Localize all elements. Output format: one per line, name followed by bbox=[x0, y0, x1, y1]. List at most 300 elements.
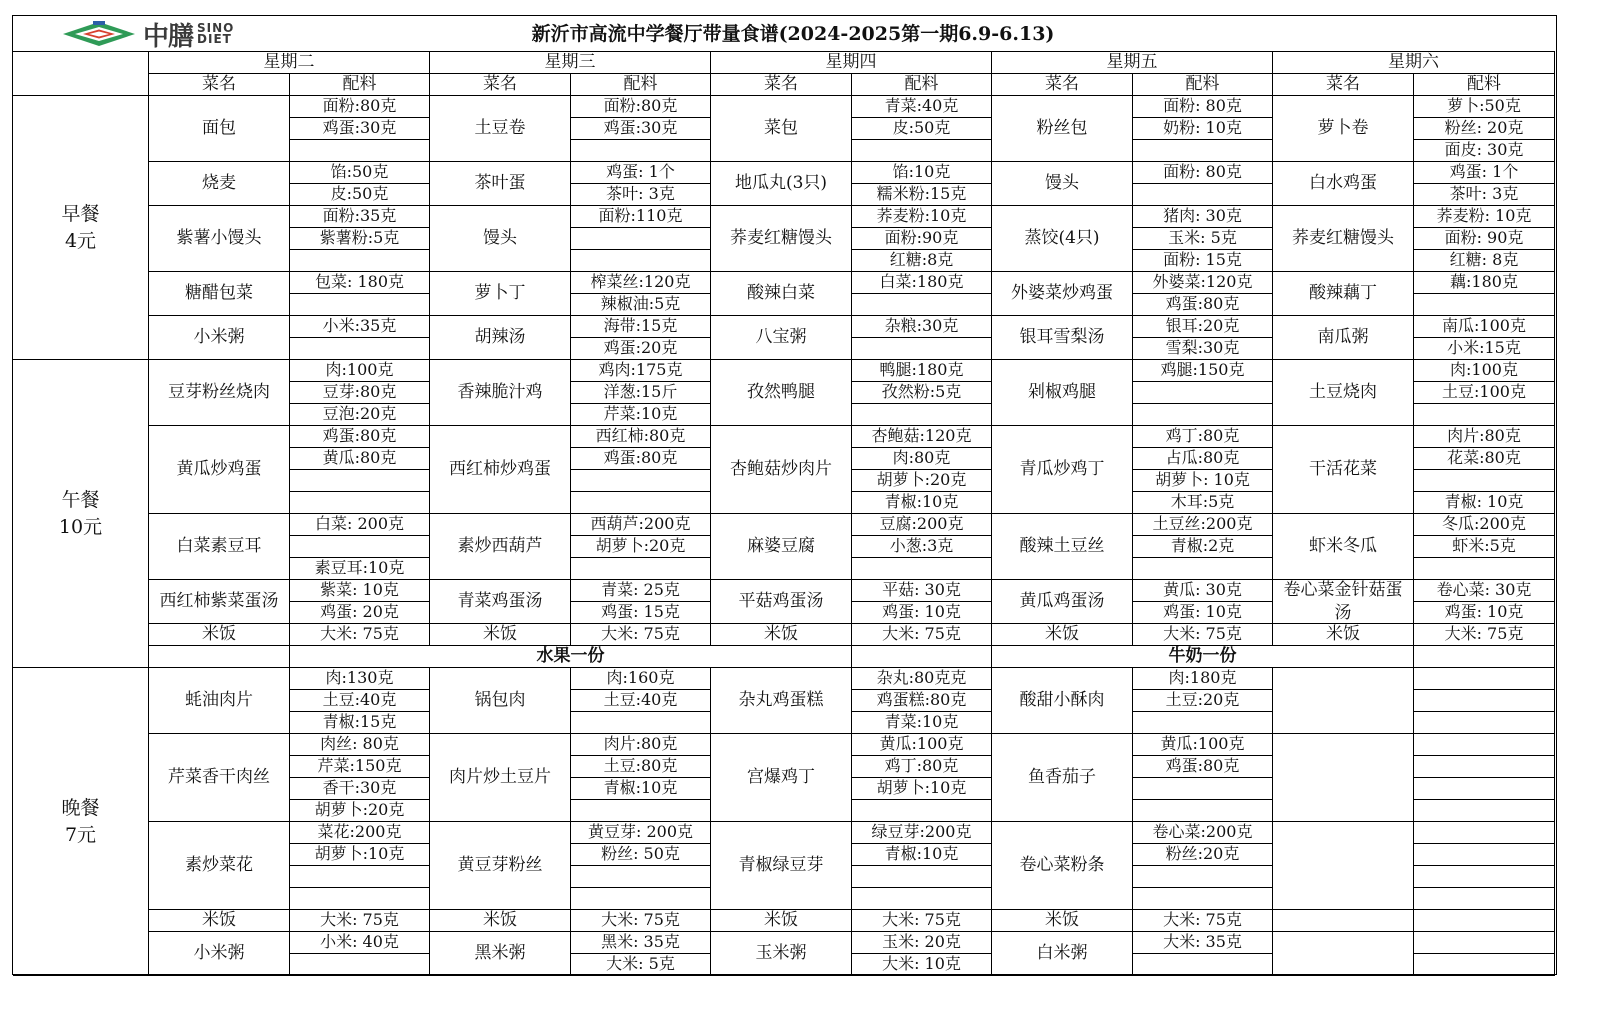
ingredient-cell: 肉:80克 bbox=[852, 448, 992, 470]
lunch-tue-dish: 白菜素豆耳 bbox=[149, 514, 290, 580]
day-header-sat: 星期六 bbox=[1273, 52, 1555, 74]
ingredient-cell: 大米: 75克 bbox=[1133, 624, 1273, 646]
dish-col-header: 菜名 bbox=[149, 74, 290, 96]
ingredient-cell: 平菇: 30克 bbox=[852, 580, 992, 602]
ingredient-cell: 菜花:200克 bbox=[290, 822, 430, 844]
ingredient-cell: 外婆菜:120克 bbox=[1133, 272, 1273, 294]
logo-en-bottom: DIET bbox=[197, 32, 232, 46]
ingredient-cell bbox=[1414, 470, 1555, 492]
breakfast-wed-dish: 萝卜丁 bbox=[430, 272, 571, 316]
ingredient-cell: 大米: 75克 bbox=[571, 624, 711, 646]
dinner-sat-dish bbox=[1273, 932, 1414, 976]
ingredient-cell: 面粉: 90克 bbox=[1414, 228, 1555, 250]
meal-price: 10元 bbox=[58, 515, 103, 538]
meal-price: 4元 bbox=[64, 229, 97, 252]
ingredient-cell: 洋葱:15斤 bbox=[571, 382, 711, 404]
ingredient-col-header: 配料 bbox=[1414, 74, 1555, 96]
ingredient-cell: 西红柿:80克 bbox=[571, 426, 711, 448]
ingredient-cell: 紫菜: 10克 bbox=[290, 580, 430, 602]
ingredient-cell: 虾米:5克 bbox=[1414, 536, 1555, 558]
ingredient-cell: 茶叶: 3克 bbox=[571, 184, 711, 206]
ingredient-cell: 粉丝: 50克 bbox=[571, 844, 711, 866]
ingredient-cell bbox=[571, 250, 711, 272]
ingredient-cell: 皮:50克 bbox=[852, 118, 992, 140]
ingredient-cell bbox=[571, 228, 711, 250]
lunch-sat-dish: 干活花菜 bbox=[1273, 426, 1414, 514]
dinner-tue-dish: 小米粥 bbox=[149, 932, 290, 976]
ingredient-cell: 大米: 10克 bbox=[852, 954, 992, 976]
day-header-thu: 星期四 bbox=[711, 52, 992, 74]
ingredient-cell: 鸡蛋: 20克 bbox=[290, 602, 430, 624]
dinner-thu-dish: 米饭 bbox=[711, 910, 852, 932]
ingredient-cell: 黄瓜:80克 bbox=[290, 448, 430, 470]
breakfast-fri-dish: 馒头 bbox=[992, 162, 1133, 206]
ingredient-cell: 土豆:80克 bbox=[571, 756, 711, 778]
ingredient-cell bbox=[852, 404, 992, 426]
ingredient-cell: 榨菜丝:120克 bbox=[571, 272, 711, 294]
ingredient-cell: 大米: 35克 bbox=[1133, 932, 1273, 954]
ingredient-cell: 粉丝:20克 bbox=[1133, 844, 1273, 866]
ingredient-cell: 小米: 40克 bbox=[290, 932, 430, 954]
dinner-sat-dish bbox=[1273, 910, 1414, 932]
ingredient-cell: 鸡蛋:20克 bbox=[571, 338, 711, 360]
dinner-tue-dish: 米饭 bbox=[149, 910, 290, 932]
ingredient-cell: 鸡腿:150克 bbox=[1133, 360, 1273, 382]
lunch-fri-dish: 米饭 bbox=[992, 624, 1133, 646]
ingredient-cell bbox=[1414, 294, 1555, 316]
ingredient-cell: 面粉:90克 bbox=[852, 228, 992, 250]
ingredient-cell: 青菜:10克 bbox=[852, 712, 992, 734]
breakfast-wed-dish: 胡辣汤 bbox=[430, 316, 571, 360]
breakfast-tue-dish: 小米粥 bbox=[149, 316, 290, 360]
ingredient-col-header: 配料 bbox=[1133, 74, 1273, 96]
ingredient-col-header: 配料 bbox=[852, 74, 992, 96]
ingredient-cell: 大米: 75克 bbox=[852, 910, 992, 932]
ingredient-col-header: 配料 bbox=[290, 74, 430, 96]
ingredient-cell bbox=[1133, 184, 1273, 206]
ingredient-cell bbox=[1133, 778, 1273, 800]
breakfast-fri-dish: 银耳雪梨汤 bbox=[992, 316, 1133, 360]
lunch-thu-dish: 米饭 bbox=[711, 624, 852, 646]
dinner-thu-dish: 玉米粥 bbox=[711, 932, 852, 976]
ingredient-cell: 青椒:10克 bbox=[852, 492, 992, 514]
breakfast-sat-dish: 南瓜粥 bbox=[1273, 316, 1414, 360]
ingredient-cell: 鸡蛋: 1个 bbox=[1414, 162, 1555, 184]
ingredient-cell: 孜然粉:5克 bbox=[852, 382, 992, 404]
ingredient-cell: 小葱:3克 bbox=[852, 536, 992, 558]
ingredient-cell bbox=[1414, 668, 1555, 690]
ingredient-cell: 糯米粉:15克 bbox=[852, 184, 992, 206]
ingredient-cell: 白菜:180克 bbox=[852, 272, 992, 294]
ingredient-cell bbox=[852, 558, 992, 580]
breakfast-fri-dish: 粉丝包 bbox=[992, 96, 1133, 162]
ingredient-cell: 肉:180克 bbox=[1133, 668, 1273, 690]
ingredient-cell: 辣椒油:5克 bbox=[571, 294, 711, 316]
ingredient-cell: 鸡蛋:30克 bbox=[290, 118, 430, 140]
ingredient-cell: 鸡蛋: 10克 bbox=[852, 602, 992, 624]
dinner-wed-dish: 黄豆芽粉丝 bbox=[430, 822, 571, 910]
ingredient-cell bbox=[1414, 954, 1555, 976]
ingredient-cell: 小米:15克 bbox=[1414, 338, 1555, 360]
ingredient-cell bbox=[1133, 382, 1273, 404]
ingredient-cell: 胡萝卜:20克 bbox=[852, 470, 992, 492]
lunch-thu-dish: 杏鲍菇炒肉片 bbox=[711, 426, 852, 514]
ingredient-cell bbox=[290, 250, 430, 272]
ingredient-cell: 杂丸:80克克 bbox=[852, 668, 992, 690]
ingredient-cell: 大米: 75克 bbox=[1414, 624, 1555, 646]
ingredient-col-header: 配料 bbox=[571, 74, 711, 96]
ingredient-cell bbox=[852, 800, 992, 822]
dinner-fri-dish: 酸甜小酥肉 bbox=[992, 668, 1133, 734]
lunch-fri-dish: 剁椒鸡腿 bbox=[992, 360, 1133, 426]
ingredient-cell: 大米: 75克 bbox=[852, 624, 992, 646]
ingredient-cell: 青菜: 25克 bbox=[571, 580, 711, 602]
ingredient-cell: 面粉:80克 bbox=[290, 96, 430, 118]
lunch-tue-dish: 西红柿紫菜蛋汤 bbox=[149, 580, 290, 624]
ingredient-cell bbox=[290, 492, 430, 514]
ingredient-cell bbox=[571, 888, 711, 910]
ingredient-cell: 青椒:15克 bbox=[290, 712, 430, 734]
ingredient-cell bbox=[1414, 888, 1555, 910]
dinner-fri-dish: 白米粥 bbox=[992, 932, 1133, 976]
breakfast-wed-dish: 土豆卷 bbox=[430, 96, 571, 162]
corner-cell bbox=[13, 52, 149, 96]
ingredient-cell: 卷心菜:200克 bbox=[1133, 822, 1273, 844]
ingredient-cell: 奶粉: 10克 bbox=[1133, 118, 1273, 140]
ingredient-cell: 鸡丁:80克 bbox=[1133, 426, 1273, 448]
ingredient-cell: 肉:100克 bbox=[1414, 360, 1555, 382]
ingredient-cell: 青椒:2克 bbox=[1133, 536, 1273, 558]
breakfast-sat-dish: 酸辣藕丁 bbox=[1273, 272, 1414, 316]
ingredient-cell: 豆腐:200克 bbox=[852, 514, 992, 536]
dinner-thu-dish: 杂丸鸡蛋糕 bbox=[711, 668, 852, 734]
note-blank bbox=[852, 646, 992, 668]
ingredient-cell: 黄瓜:100克 bbox=[1133, 734, 1273, 756]
ingredient-cell: 占瓜:80克 bbox=[1133, 448, 1273, 470]
ingredient-cell bbox=[290, 140, 430, 162]
ingredient-cell: 西葫芦:200克 bbox=[571, 514, 711, 536]
ingredient-cell: 青椒:10克 bbox=[571, 778, 711, 800]
ingredient-cell bbox=[1133, 954, 1273, 976]
ingredient-cell: 大米: 5克 bbox=[571, 954, 711, 976]
ingredient-cell bbox=[571, 866, 711, 888]
breakfast-sat-dish: 荞麦红糖馒头 bbox=[1273, 206, 1414, 272]
ingredient-cell: 胡萝卜:20克 bbox=[290, 800, 430, 822]
ingredient-cell bbox=[1133, 800, 1273, 822]
ingredient-cell: 馅:50克 bbox=[290, 162, 430, 184]
dinner-tue-dish: 素炒菜花 bbox=[149, 822, 290, 910]
ingredient-cell bbox=[1133, 404, 1273, 426]
ingredient-cell: 豆芽:80克 bbox=[290, 382, 430, 404]
ingredient-cell: 黑米: 35克 bbox=[571, 932, 711, 954]
ingredient-cell bbox=[1414, 690, 1555, 712]
ingredient-cell: 肉:100克 bbox=[290, 360, 430, 382]
breakfast-tue-dish: 面包 bbox=[149, 96, 290, 162]
ingredient-cell bbox=[1133, 558, 1273, 580]
meal-name: 早餐 bbox=[61, 202, 100, 225]
breakfast-thu-dish: 酸辣白菜 bbox=[711, 272, 852, 316]
dinner-fri-dish: 米饭 bbox=[992, 910, 1133, 932]
ingredient-cell bbox=[571, 800, 711, 822]
lunch-sat-dish: 米饭 bbox=[1273, 624, 1414, 646]
ingredient-cell bbox=[571, 558, 711, 580]
ingredient-cell: 杏鲍菇:120克 bbox=[852, 426, 992, 448]
ingredient-cell: 卷心菜: 30克 bbox=[1414, 580, 1555, 602]
meal-label-lunch bbox=[13, 360, 149, 668]
ingredient-cell: 土豆:20克 bbox=[1133, 690, 1273, 712]
ingredient-cell: 大米: 75克 bbox=[290, 624, 430, 646]
ingredient-cell: 香干:30克 bbox=[290, 778, 430, 800]
ingredient-cell: 鸡蛋: 10克 bbox=[1414, 602, 1555, 624]
ingredient-cell: 土豆:40克 bbox=[571, 690, 711, 712]
ingredient-cell: 银耳:20克 bbox=[1133, 316, 1273, 338]
ingredient-cell: 紫薯粉:5克 bbox=[290, 228, 430, 250]
milk-note: 牛奶一份 bbox=[992, 646, 1414, 668]
breakfast-tue-dish: 烧麦 bbox=[149, 162, 290, 206]
ingredient-cell bbox=[1133, 866, 1273, 888]
lunch-wed-dish: 素炒西葫芦 bbox=[430, 514, 571, 580]
ingredient-cell: 冬瓜:200克 bbox=[1414, 514, 1555, 536]
ingredient-cell: 玉米: 5克 bbox=[1133, 228, 1273, 250]
ingredient-cell: 芹菜:10克 bbox=[571, 404, 711, 426]
dinner-sat-dish bbox=[1273, 822, 1414, 910]
ingredient-cell: 海带:15克 bbox=[571, 316, 711, 338]
meal-name: 晚餐 bbox=[61, 796, 100, 819]
ingredient-cell bbox=[1133, 140, 1273, 162]
lunch-thu-dish: 麻婆豆腐 bbox=[711, 514, 852, 580]
dinner-tue-dish: 芹菜香干肉丝 bbox=[149, 734, 290, 822]
page-title: 新沂市高流中学餐厅带量食谱(2024-2025第一期6.9-6.13) bbox=[531, 23, 1055, 45]
ingredient-cell: 黄豆芽: 200克 bbox=[571, 822, 711, 844]
lunch-wed-dish: 青菜鸡蛋汤 bbox=[430, 580, 571, 624]
ingredient-cell: 鸡蛋: 15克 bbox=[571, 602, 711, 624]
dinner-sat-dish bbox=[1273, 734, 1414, 822]
ingredient-cell: 肉片:80克 bbox=[1414, 426, 1555, 448]
dinner-fri-dish: 鱼香茄子 bbox=[992, 734, 1133, 822]
ingredient-cell: 小米:35克 bbox=[290, 316, 430, 338]
breakfast-fri-dish: 蒸饺(4只) bbox=[992, 206, 1133, 272]
ingredient-cell: 荞麦粉:10克 bbox=[852, 206, 992, 228]
ingredient-cell: 肉片:80克 bbox=[571, 734, 711, 756]
ingredient-cell bbox=[852, 294, 992, 316]
ingredient-cell: 胡萝卜:10克 bbox=[852, 778, 992, 800]
ingredient-cell: 肉:130克 bbox=[290, 668, 430, 690]
lunch-wed-dish: 香辣脆汁鸡 bbox=[430, 360, 571, 426]
meal-name: 午餐 bbox=[61, 488, 100, 511]
ingredient-cell bbox=[1133, 888, 1273, 910]
logo-chinese-text: 中膳 bbox=[143, 21, 194, 52]
ingredient-cell bbox=[571, 712, 711, 734]
ingredient-cell: 肉丝: 80克 bbox=[290, 734, 430, 756]
ingredient-cell: 面粉: 15克 bbox=[1133, 250, 1273, 272]
ingredient-cell: 面皮: 30克 bbox=[1414, 140, 1555, 162]
lunch-tue-dish: 黄瓜炒鸡蛋 bbox=[149, 426, 290, 514]
dinner-fri-dish: 卷心菜粉条 bbox=[992, 822, 1133, 910]
fruit-note: 水果一份 bbox=[290, 646, 852, 668]
ingredient-cell: 豆泡:20克 bbox=[290, 404, 430, 426]
ingredient-cell: 青椒:10克 bbox=[852, 844, 992, 866]
dish-col-header: 菜名 bbox=[992, 74, 1133, 96]
lunch-sat-dish: 卷心菜金针菇蛋汤 bbox=[1273, 580, 1414, 624]
ingredient-cell: 馅:10克 bbox=[852, 162, 992, 184]
ingredient-cell bbox=[1414, 558, 1555, 580]
note-blank bbox=[149, 646, 290, 668]
ingredient-cell: 粉丝: 20克 bbox=[1414, 118, 1555, 140]
lunch-sat-dish: 土豆烧肉 bbox=[1273, 360, 1414, 426]
ingredient-cell bbox=[1414, 756, 1555, 778]
meal-label-dinner bbox=[13, 668, 149, 976]
logo-english-text bbox=[193, 23, 234, 45]
ingredient-cell: 芹菜:150克 bbox=[290, 756, 430, 778]
ingredient-cell: 土豆丝:200克 bbox=[1133, 514, 1273, 536]
ingredient-cell bbox=[1414, 866, 1555, 888]
dinner-sat-dish bbox=[1273, 668, 1414, 734]
ingredient-cell bbox=[290, 470, 430, 492]
ingredient-cell bbox=[1414, 778, 1555, 800]
ingredient-cell bbox=[571, 140, 711, 162]
ingredient-cell: 面粉: 80克 bbox=[1133, 162, 1273, 184]
ingredient-cell bbox=[1414, 822, 1555, 844]
ingredient-cell bbox=[1414, 910, 1555, 932]
ingredient-cell: 肉:160克 bbox=[571, 668, 711, 690]
note-blank bbox=[1414, 646, 1555, 668]
ingredient-cell bbox=[1414, 932, 1555, 954]
logo-en-top: SINO bbox=[197, 21, 235, 35]
breakfast-thu-dish: 地瓜丸(3只) bbox=[711, 162, 852, 206]
ingredient-cell: 胡萝卜: 10克 bbox=[1133, 470, 1273, 492]
meal-label-breakfast bbox=[13, 96, 149, 360]
ingredient-cell: 南瓜:100克 bbox=[1414, 316, 1555, 338]
ingredient-cell: 青菜:40克 bbox=[852, 96, 992, 118]
ingredient-cell: 鸡蛋:80克 bbox=[290, 426, 430, 448]
lunch-tue-dish: 米饭 bbox=[149, 624, 290, 646]
ingredient-cell: 黄瓜:100克 bbox=[852, 734, 992, 756]
ingredient-cell: 面粉:110克 bbox=[571, 206, 711, 228]
ingredient-cell: 鸡丁:80克 bbox=[852, 756, 992, 778]
ingredient-cell bbox=[290, 866, 430, 888]
breakfast-fri-dish: 外婆菜炒鸡蛋 bbox=[992, 272, 1133, 316]
ingredient-cell bbox=[1133, 712, 1273, 734]
ingredient-cell bbox=[1414, 800, 1555, 822]
dinner-wed-dish: 黑米粥 bbox=[430, 932, 571, 976]
day-header-wed: 星期三 bbox=[430, 52, 711, 74]
dish-col-header: 菜名 bbox=[1273, 74, 1414, 96]
dinner-tue-dish: 蚝油肉片 bbox=[149, 668, 290, 734]
ingredient-cell bbox=[1414, 712, 1555, 734]
ingredient-cell: 面粉: 80克 bbox=[1133, 96, 1273, 118]
lunch-wed-dish: 米饭 bbox=[430, 624, 571, 646]
title-bar bbox=[13, 16, 1555, 52]
ingredient-cell: 鸡肉:175克 bbox=[571, 360, 711, 382]
lunch-fri-dish: 青瓜炒鸡丁 bbox=[992, 426, 1133, 514]
ingredient-cell: 玉米: 20克 bbox=[852, 932, 992, 954]
dish-col-header: 菜名 bbox=[711, 74, 852, 96]
meal-price: 7元 bbox=[64, 823, 97, 846]
logo-mark-icon bbox=[59, 21, 139, 47]
dinner-wed-dish: 锅包肉 bbox=[430, 668, 571, 734]
ingredient-cell bbox=[290, 294, 430, 316]
ingredient-cell: 青椒: 10克 bbox=[1414, 492, 1555, 514]
ingredient-cell: 鸡蛋:80克 bbox=[1133, 294, 1273, 316]
ingredient-cell: 大米: 75克 bbox=[290, 910, 430, 932]
ingredient-cell: 雪梨:30克 bbox=[1133, 338, 1273, 360]
company-logo bbox=[59, 20, 235, 52]
breakfast-thu-dish: 菜包 bbox=[711, 96, 852, 162]
ingredient-cell: 鸡蛋糕:80克 bbox=[852, 690, 992, 712]
ingredient-cell: 白菜: 200克 bbox=[290, 514, 430, 536]
menu-sheet bbox=[12, 15, 1557, 975]
breakfast-tue-dish: 紫薯小馒头 bbox=[149, 206, 290, 272]
breakfast-tue-dish: 糖醋包菜 bbox=[149, 272, 290, 316]
dinner-wed-dish: 米饭 bbox=[430, 910, 571, 932]
ingredient-cell: 鸡蛋: 1个 bbox=[571, 162, 711, 184]
lunch-wed-dish: 西红柿炒鸡蛋 bbox=[430, 426, 571, 514]
ingredient-cell: 素豆耳:10克 bbox=[290, 558, 430, 580]
ingredient-cell: 杂粮:30克 bbox=[852, 316, 992, 338]
ingredient-cell bbox=[1414, 734, 1555, 756]
ingredient-cell bbox=[290, 536, 430, 558]
ingredient-cell: 鸡蛋:30克 bbox=[571, 118, 711, 140]
ingredient-cell: 绿豆芽:200克 bbox=[852, 822, 992, 844]
ingredient-cell: 萝卜:50克 bbox=[1414, 96, 1555, 118]
ingredient-cell: 鸡蛋:80克 bbox=[1133, 756, 1273, 778]
ingredient-cell bbox=[852, 140, 992, 162]
ingredient-cell bbox=[571, 470, 711, 492]
ingredient-cell bbox=[290, 888, 430, 910]
ingredient-cell bbox=[290, 954, 430, 976]
ingredient-cell: 花菜:80克 bbox=[1414, 448, 1555, 470]
breakfast-sat-dish: 萝卜卷 bbox=[1273, 96, 1414, 162]
ingredient-cell: 胡萝卜:20克 bbox=[571, 536, 711, 558]
ingredient-cell: 鸡蛋:80克 bbox=[571, 448, 711, 470]
ingredient-cell: 红糖:8克 bbox=[852, 250, 992, 272]
ingredient-cell bbox=[1414, 844, 1555, 866]
ingredient-cell: 皮:50克 bbox=[290, 184, 430, 206]
ingredient-cell bbox=[852, 866, 992, 888]
lunch-fri-dish: 酸辣土豆丝 bbox=[992, 514, 1133, 580]
dish-col-header: 菜名 bbox=[430, 74, 571, 96]
ingredient-cell: 大米: 75克 bbox=[1133, 910, 1273, 932]
lunch-thu-dish: 孜然鸭腿 bbox=[711, 360, 852, 426]
lunch-fri-dish: 黄瓜鸡蛋汤 bbox=[992, 580, 1133, 624]
ingredient-cell: 土豆:40克 bbox=[290, 690, 430, 712]
ingredient-cell: 胡萝卜:10克 bbox=[290, 844, 430, 866]
ingredient-cell: 荞麦粉: 10克 bbox=[1414, 206, 1555, 228]
ingredient-cell: 鸡蛋: 10克 bbox=[1133, 602, 1273, 624]
breakfast-thu-dish: 八宝粥 bbox=[711, 316, 852, 360]
ingredient-cell: 土豆:100克 bbox=[1414, 382, 1555, 404]
ingredient-cell bbox=[852, 338, 992, 360]
breakfast-thu-dish: 荞麦红糖馒头 bbox=[711, 206, 852, 272]
ingredient-cell bbox=[571, 492, 711, 514]
ingredient-cell: 藕:180克 bbox=[1414, 272, 1555, 294]
ingredient-cell bbox=[290, 338, 430, 360]
ingredient-cell: 黄瓜: 30克 bbox=[1133, 580, 1273, 602]
breakfast-sat-dish: 白水鸡蛋 bbox=[1273, 162, 1414, 206]
lunch-sat-dish: 虾米冬瓜 bbox=[1273, 514, 1414, 580]
ingredient-cell: 大米: 75克 bbox=[571, 910, 711, 932]
ingredient-cell bbox=[852, 888, 992, 910]
ingredient-cell: 面粉:80克 bbox=[571, 96, 711, 118]
ingredient-cell: 红糖: 8克 bbox=[1414, 250, 1555, 272]
lunch-thu-dish: 平菇鸡蛋汤 bbox=[711, 580, 852, 624]
day-header-tue: 星期二 bbox=[149, 52, 430, 74]
ingredient-cell: 猪肉: 30克 bbox=[1133, 206, 1273, 228]
ingredient-cell: 包菜: 180克 bbox=[290, 272, 430, 294]
dinner-thu-dish: 青椒绿豆芽 bbox=[711, 822, 852, 910]
ingredient-cell: 茶叶: 3克 bbox=[1414, 184, 1555, 206]
ingredient-cell: 面粉:35克 bbox=[290, 206, 430, 228]
